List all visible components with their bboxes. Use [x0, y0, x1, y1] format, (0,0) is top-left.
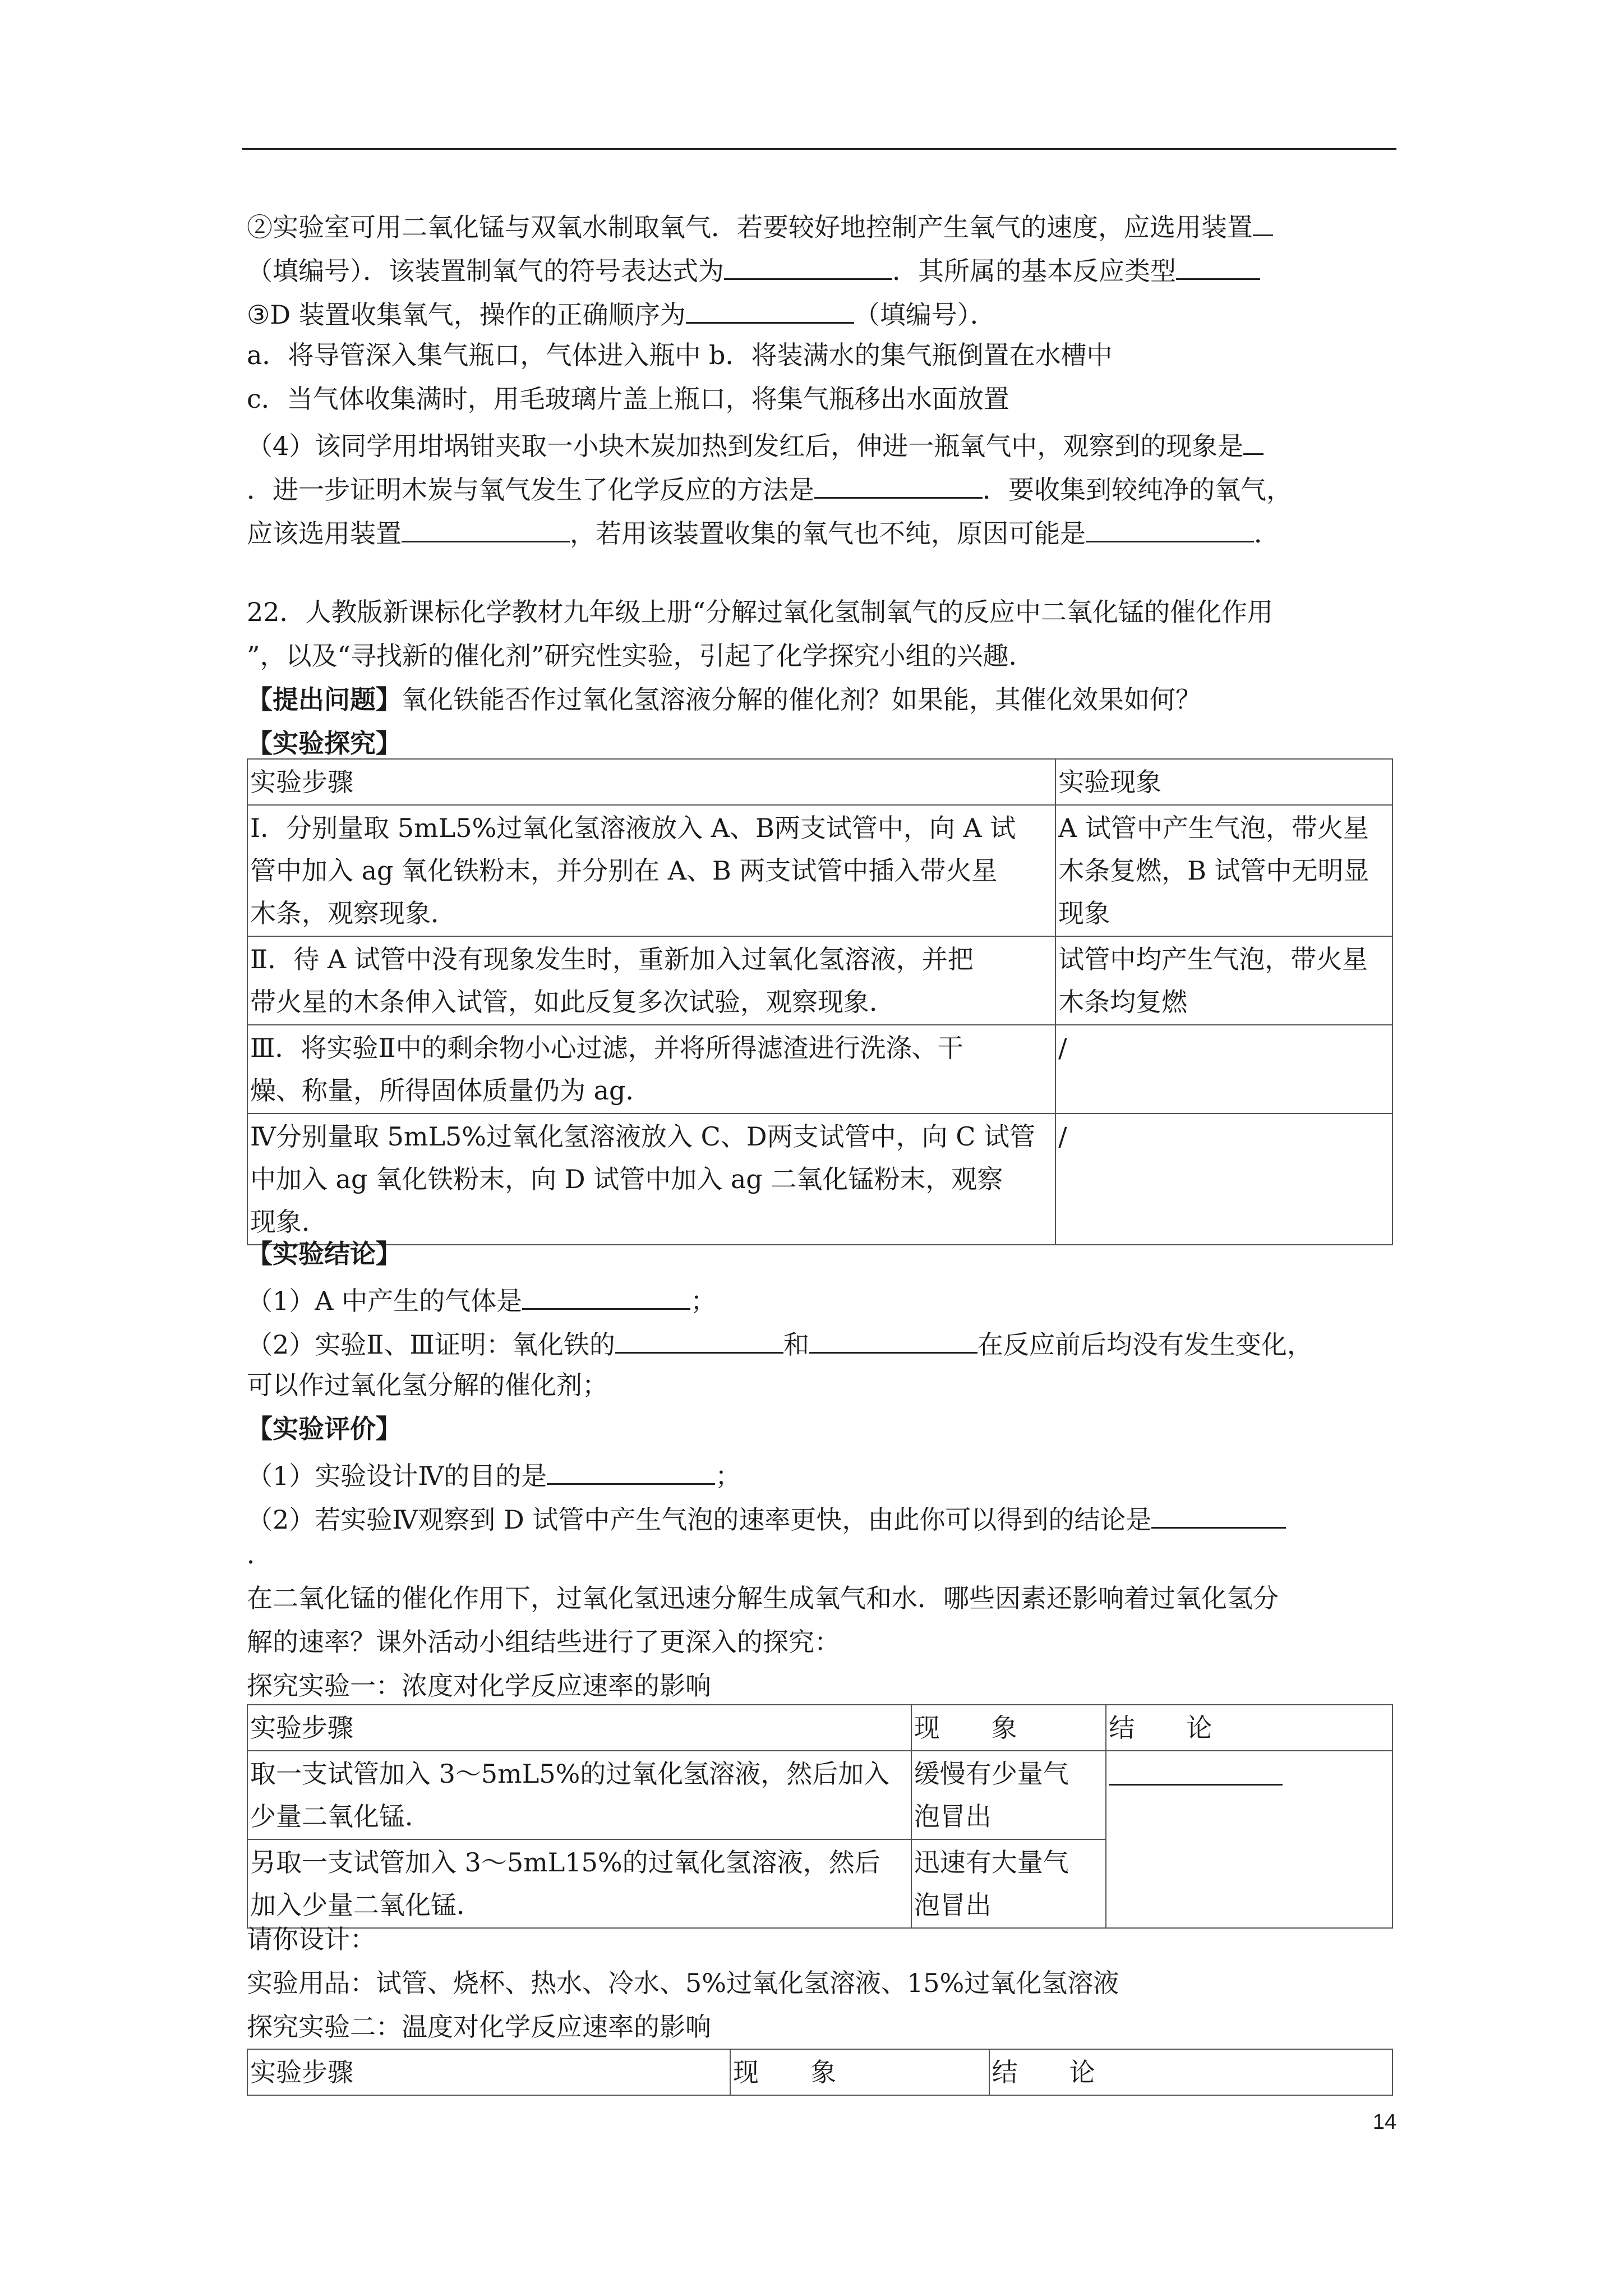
- text-line: ②实验室可用二氧化锰与双氧水制取氧气．若要较好地控制产生氧气的速度，应选用装置: [247, 202, 1396, 249]
- text-line: a．将导管深入集气瓶口，气体进入瓶中 b．将装满水的集气瓶倒置在水槽中: [247, 340, 1113, 370]
- table-header-row: [247, 759, 1393, 805]
- table-header-cell: 结 论: [989, 2049, 1393, 2095]
- table-header-row: [247, 1705, 1393, 1751]
- table-header-cell: 现 象: [730, 2049, 989, 2095]
- table-cell: /: [1055, 1114, 1393, 1245]
- table-cell: /: [1055, 1025, 1393, 1114]
- answer-blank[interactable]: [615, 1319, 783, 1354]
- experiment-table: [247, 758, 1393, 1245]
- text-line: （4）该同学用坩埚钳夹取一小块木炭加热到发红后，伸进一瓶氧气中，观察到的现象是: [247, 421, 1396, 468]
- question-22-text: 22．人教版新课标化学教材九年级上册“分解过氧化氢制氧气的反应中二氧化锰的催化作用: [247, 597, 1274, 627]
- table-cell: 取一支试管加入 3～5mL5%的过氧化氢溶液，然后加入 少量二氧化锰．: [247, 1751, 911, 1839]
- text-line: 应该选用装置 ，若用该装置收集的氧气也不纯，原因可能是 ．: [247, 508, 1396, 555]
- table-cell: 试管中均产生气泡，带火星 木条均复燃: [1055, 936, 1393, 1025]
- table-cell: Ⅰ．分别量取 5mL5%过氧化氢溶液放入 A、B两支试管中，向 A 试 管中加入 ag 氧化铁粉末，并分别在 A、B 两支试管中插入带火星 木条，观察现象．: [247, 805, 1055, 936]
- table-header-cell: 实验步骤: [247, 1705, 911, 1751]
- table-row: [247, 1751, 1393, 1839]
- table-cell: [1106, 1751, 1393, 1928]
- answer-blank[interactable]: [1176, 246, 1260, 280]
- table-cell: Ⅳ分别量取 5mL5%过氧化氢溶液放入 C、D两支试管中，向 C 试管 中加入 ag 氧化铁粉末，向 D 试管中加入 ag 二氧化锰粉末，观察 现象．: [247, 1114, 1055, 1245]
- table-cell: 迅速有大量气 泡冒出: [911, 1839, 1106, 1928]
- text-line: （2）实验Ⅱ、Ⅲ证明：氧化铁的 和 在反应前后均没有发生变化，: [247, 1319, 1396, 1366]
- text-line: （1）A 中产生的气体是 ；: [247, 1276, 1396, 1323]
- problem-statement: 【提出问题】氧化铁能否作过氧化氢溶液分解的催化剂？如果能，其催化效果如何？: [247, 684, 1201, 715]
- concentration-table: [247, 1704, 1393, 1929]
- text-line: （1）实验设计Ⅳ的目的是 ；: [247, 1451, 1396, 1498]
- table-header-row: [247, 2049, 1393, 2095]
- page-number: 14: [1372, 2110, 1396, 2134]
- table-row: [247, 805, 1393, 936]
- section-label: 【实验结论】: [247, 1239, 402, 1269]
- answer-blank[interactable]: [1086, 508, 1254, 542]
- table-row: [247, 1025, 1393, 1114]
- table-header-cell: 结 论: [1106, 1705, 1393, 1751]
- section-label: 【实验探究】: [247, 728, 402, 758]
- table-header-cell: 现 象: [911, 1705, 1106, 1751]
- text-line: 探究实验二：温度对化学反应速率的影响: [247, 2012, 711, 2042]
- text-line: ．: [247, 1539, 273, 1570]
- text-line: ③D 装置收集氧气，操作的正确顺序为 （填编号）．: [247, 289, 1396, 337]
- table-header-cell: 实验现象: [1055, 759, 1393, 805]
- temperature-table: [247, 2049, 1393, 2096]
- table-row: [247, 1114, 1393, 1245]
- answer-blank[interactable]: [686, 289, 854, 324]
- table-cell: Ⅱ．待 A 试管中没有现象发生时，重新加入过氧化氢溶液，并把 带火星的木条伸入试管，如此反复多次试验，观察现象．: [247, 936, 1055, 1025]
- answer-blank[interactable]: [522, 1276, 690, 1310]
- answer-blank[interactable]: [814, 464, 983, 499]
- text-line: ．进一步证明木炭与氧气发生了化学反应的方法是 ．要收集到较纯净的氧气，: [247, 464, 1396, 512]
- text-line: 探究实验一：浓度对化学反应速率的影响: [247, 1671, 711, 1701]
- text-line: c．当气体收集满时，用毛玻璃片盖上瓶口，将集气瓶移出水面放置: [247, 384, 1009, 414]
- text-line: 解的速率？课外活动小组结些进行了更深入的探究：: [247, 1627, 840, 1657]
- question-22-text: ”，以及“寻找新的催化剂”研究性实验，引起了化学探究小组的兴趣．: [247, 641, 1035, 671]
- table-row: [247, 936, 1393, 1025]
- text-line: 请你设计：: [247, 1924, 376, 1954]
- table-cell: 另取一支试管加入 3～5mL15%的过氧化氢溶液，然后 加入少量二氧化锰．: [247, 1839, 911, 1928]
- table-cell: Ⅲ．将实验Ⅱ中的剩余物小心过滤，并将所得滤渣进行洗涤、干 燥、称量，所得固体质量仍为 ag．: [247, 1025, 1055, 1114]
- text-line: （2）若实验Ⅳ观察到 D 试管中产生气泡的速率更快，由此你可以得到的结论是: [247, 1494, 1396, 1542]
- answer-blank[interactable]: [809, 1319, 978, 1354]
- table-header-cell: 实验步骤: [247, 2049, 730, 2095]
- answer-blank[interactable]: [1109, 1767, 1283, 1786]
- answer-blank[interactable]: [1151, 1494, 1286, 1529]
- text-line: 实验用品：试管、烧杯、热水、冷水、5%过氧化氢溶液、15%过氧化氢溶液: [247, 1968, 1119, 1998]
- table-header-cell: 实验步骤: [247, 759, 1055, 805]
- section-label: 【实验评价】: [247, 1414, 402, 1444]
- header-rule: [242, 148, 1396, 150]
- text-line: 在二氧化锰的催化作用下，过氧化氢迅速分解生成氧气和水．哪些因素还影响着过氧化氢分: [247, 1583, 1279, 1613]
- text-line: 可以作过氧化氢分解的催化剂；: [247, 1370, 608, 1400]
- answer-blank[interactable]: [402, 508, 570, 542]
- text-line: （填编号）．该装置制氧气的符号表达式为 ．其所属的基本反应类型: [247, 246, 1396, 293]
- answer-blank[interactable]: [547, 1451, 715, 1485]
- table-cell: A 试管中产生气泡，带火星 木条复燃，B 试管中无明显 现象: [1055, 805, 1393, 936]
- answer-blank[interactable]: [724, 246, 892, 280]
- table-cell: 缓慢有少量气 泡冒出: [911, 1751, 1106, 1839]
